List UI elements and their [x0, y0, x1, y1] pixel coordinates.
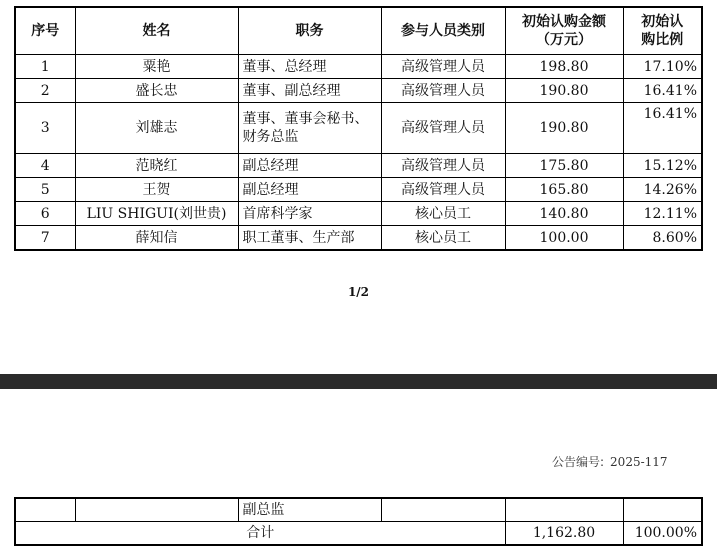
cell-amount: 190.80 — [505, 79, 623, 103]
cell-position: 首席科学家 — [238, 202, 381, 226]
cell-ratio: 17.10% — [623, 55, 702, 79]
cell-ratio: 12.11% — [623, 202, 702, 226]
cell-ratio: 16.41% — [623, 79, 702, 103]
cell-amount: 198.80 — [505, 55, 623, 79]
header-ratio-line1: 初始认 — [641, 14, 684, 30]
cell-position: 副总经理 — [238, 178, 381, 202]
cell-position: 职工董事、生产部 — [238, 226, 381, 251]
total-row — [15, 522, 702, 546]
cell-category: 高级管理人员 — [381, 79, 505, 103]
table-header-row — [15, 7, 702, 55]
header-position: 职务 — [238, 7, 381, 55]
header-category: 参与人员类别 — [381, 7, 505, 55]
total-label: 合计 — [15, 522, 505, 546]
cell-name: 盛长忠 — [75, 79, 238, 103]
cell-ratio: 16.41% — [623, 103, 702, 154]
cell-seq: 5 — [15, 178, 75, 202]
cell-seq: 7 — [15, 226, 75, 251]
cell-name: 刘雄志 — [75, 103, 238, 154]
page-divider — [0, 374, 717, 389]
table-row — [15, 154, 702, 178]
cell-ratio: 14.26% — [623, 178, 702, 202]
announcement-number — [552, 453, 668, 470]
cell-name: 王贺 — [75, 178, 238, 202]
cell-amount: 190.80 — [505, 103, 623, 154]
cell-category: 核心员工 — [381, 226, 505, 251]
cell-category: 高级管理人员 — [381, 178, 505, 202]
cell-position — [238, 103, 381, 154]
cell-category: 高级管理人员 — [381, 55, 505, 79]
cell-name: 粟艳 — [75, 55, 238, 79]
cell-position-line2: 财务总监 — [242, 129, 299, 145]
cell-position: 副总监 — [238, 498, 381, 522]
announcement-label: 公告编号: — [552, 455, 605, 469]
cell-category — [381, 498, 505, 522]
cell-position: 董事、副总经理 — [238, 79, 381, 103]
cell-seq — [15, 498, 75, 522]
cell-seq: 4 — [15, 154, 75, 178]
cell-category: 核心员工 — [381, 202, 505, 226]
table-row — [15, 178, 702, 202]
cell-name: 薛知信 — [75, 226, 238, 251]
cell-seq: 1 — [15, 55, 75, 79]
table-row — [15, 226, 702, 251]
table-row — [15, 79, 702, 103]
page-number: 1/2 — [347, 285, 370, 299]
cell-amount: 140.80 — [505, 202, 623, 226]
cell-name: LIU SHIGUI(刘世贵) — [75, 202, 238, 226]
employee-subscription-table — [14, 6, 703, 251]
header-seq: 序号 — [15, 7, 75, 55]
cell-amount: 100.00 — [505, 226, 623, 251]
cell-position: 董事、总经理 — [238, 55, 381, 79]
continued-row — [15, 498, 702, 522]
cell-category: 高级管理人员 — [381, 103, 505, 154]
continued-table — [14, 497, 703, 546]
header-amount-line2: （万元） — [536, 32, 592, 48]
header-ratio-line2: 购比例 — [641, 32, 684, 48]
cell-amount — [505, 498, 623, 522]
cell-seq: 3 — [15, 103, 75, 154]
total-amount: 1,162.80 — [505, 522, 623, 546]
cell-name — [75, 498, 238, 522]
cell-ratio: 8.60% — [623, 226, 702, 251]
cell-seq: 2 — [15, 79, 75, 103]
table-row — [15, 103, 702, 154]
header-amount-line1: 初始认购金额 — [522, 14, 606, 30]
cell-amount: 175.80 — [505, 154, 623, 178]
cell-category: 高级管理人员 — [381, 154, 505, 178]
header-amount — [505, 7, 623, 55]
total-ratio: 100.00% — [623, 522, 702, 546]
cell-position-line1: 董事、董事会秘书、 — [242, 111, 369, 127]
announcement-code: 2025-117 — [610, 455, 668, 469]
cell-seq: 6 — [15, 202, 75, 226]
table-row — [15, 55, 702, 79]
cell-amount: 165.80 — [505, 178, 623, 202]
cell-ratio: 15.12% — [623, 154, 702, 178]
cell-ratio — [623, 498, 702, 522]
table-row — [15, 202, 702, 226]
cell-position: 副总经理 — [238, 154, 381, 178]
cell-name: 范晓红 — [75, 154, 238, 178]
header-ratio — [623, 7, 702, 55]
header-name: 姓名 — [75, 7, 238, 55]
